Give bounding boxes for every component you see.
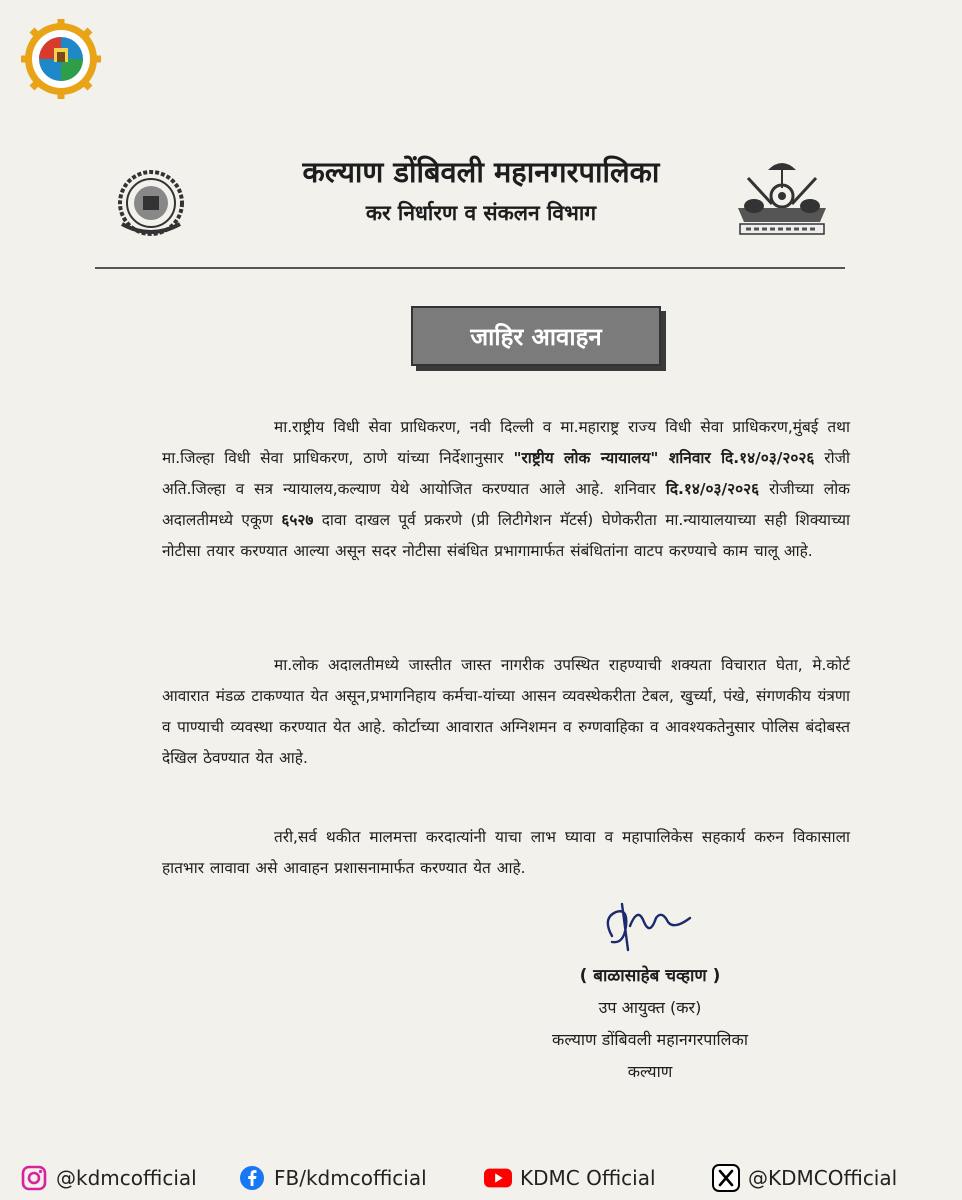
header-divider	[95, 267, 845, 269]
instagram-handle: @kdmcofficial	[56, 1166, 197, 1190]
youtube-link[interactable]	[484, 1164, 656, 1192]
signatory-name: ( बाळासाहेब चव्हाण )	[579, 966, 721, 986]
org-title: कल्याण डोंबिवली महानगरपालिका	[302, 155, 660, 189]
signatory-city: कल्याण	[627, 1062, 673, 1081]
para2-text: मा.लोक अदालतीमध्ये जास्तीत जास्त नागरीक उपस्थित राहण्याची शक्यता विचारात घेता, मे.कोर्ट आवारात मंडळ टाकण्यात येत असून,प्रभागनिहाय कर्मचा-यांच्या आसन व्यवस्थेकरीता टेबल, खुर्च्या, पंखे, संगणकीय यंत्रणा व पाण्याची व्यवस्था करण्यात येत आहे. कोर्टाच्या आवारात अग्निशमन व रुग्णवाहिका व आवश्यकतेनुसार पोलिस बंदोबस्त देखिल ठेवण्यात येत आहे.	[162, 656, 850, 767]
facebook-icon	[238, 1164, 266, 1192]
x-icon	[712, 1164, 740, 1192]
kdmc-seal-left	[108, 168, 194, 238]
paragraph-1	[162, 412, 850, 567]
event-date: दि.१४/०३/२०२६	[665, 480, 760, 498]
para1-part-c: रोजीच्या लोक अदालतीमध्ये एकूण	[162, 480, 850, 529]
facebook-handle: FB/kdmcofficial	[274, 1166, 427, 1190]
paragraph-3	[162, 822, 850, 884]
youtube-handle: KDMC Official	[520, 1166, 656, 1190]
youtube-icon	[484, 1164, 512, 1192]
social-footer	[0, 1160, 962, 1200]
handwritten-signature	[598, 896, 698, 956]
event-name: "राष्ट्रीय लोक न्यायालय" शनिवार दि.१४/०३/२०२६	[513, 449, 815, 467]
instagram-link[interactable]	[20, 1164, 197, 1192]
para1-part-d: दावा दाखल पूर्व प्रकरणे (प्री लिटीगेशन मॅटर्स) घेणेकरीता मा.न्यायालयाच्या सही शिक्याच्या नोटीसा तयार करण्यात आल्या असून सदर नोटीसा संबंधित प्रभागामार्फत संबंधितांना वाटप करण्याचे काम चालू आहे.	[162, 511, 850, 560]
notice-heading-box	[411, 306, 661, 366]
para3-text: तरी,सर्व थकीत मालमत्ता करदात्यांनी याचा लाभ घ्यावा व महापालिकेस सहकार्य करुन विकासाला हातभार लावावा असे आवाहन प्रशासनामार्फत करण्यात येत आहे.	[162, 828, 850, 877]
signatory-block	[490, 960, 810, 1088]
paragraph-2	[162, 650, 850, 774]
para1-part-b: रोजी अति.जिल्हा व सत्र न्यायालय,कल्याण येथे आयोजित करण्यात आले आहे. शनिवार	[162, 449, 850, 498]
department-title: कर निर्धारण व संकलन विभाग	[365, 200, 597, 225]
x-handle: @KDMCOfficial	[748, 1166, 898, 1190]
para1-part-a: मा.राष्ट्रीय विधी सेवा प्राधिकरण, नवी दिल्ली व मा.महाराष्ट्र राज्य विधी सेवा प्राधिकरण,मुंबई तथा मा.जिल्हा विधी सेवा प्राधिकरण, ठाणे यांच्या निर्देशानुसार	[162, 418, 850, 467]
kdmc-corner-logo	[20, 18, 102, 100]
signatory-organization: कल्याण डोंबिवली महानगरपालिका	[552, 1030, 748, 1049]
signatory-designation: उप आयुक्त (कर)	[598, 998, 702, 1017]
notice-heading: जाहिर आवाहन	[470, 322, 602, 351]
case-count: ६५२७	[281, 511, 314, 529]
x-link[interactable]	[712, 1164, 897, 1192]
facebook-link[interactable]	[238, 1164, 427, 1192]
instagram-icon	[20, 1164, 48, 1192]
